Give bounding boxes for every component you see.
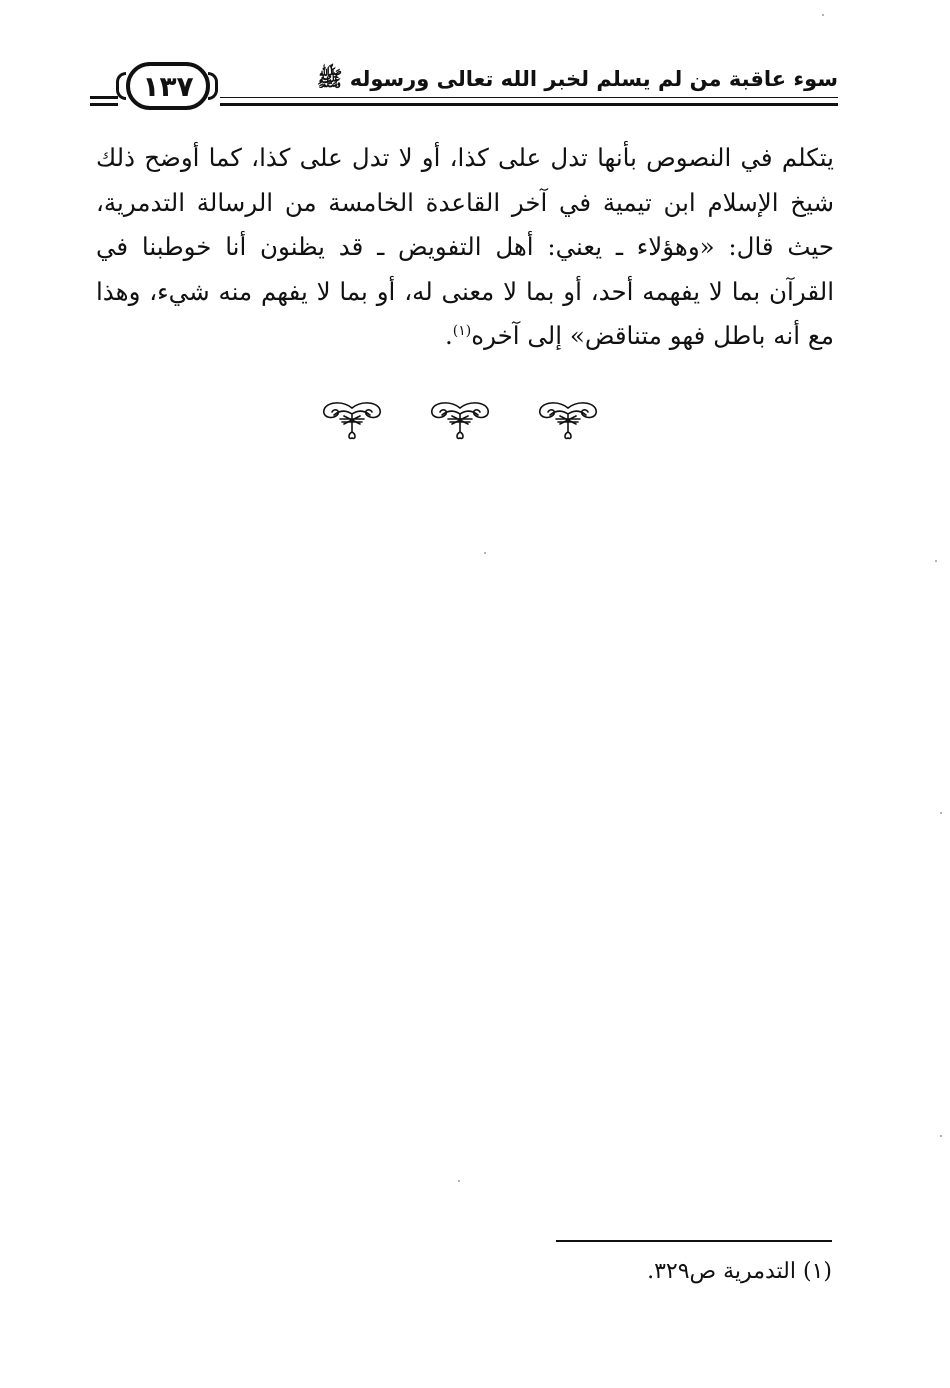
section-ornaments xyxy=(320,396,600,444)
footnote-marker: (١) xyxy=(802,1259,832,1284)
header-rule-left-upper xyxy=(90,96,118,99)
badge-left-cap xyxy=(116,72,126,100)
footnote-separator xyxy=(556,1240,832,1242)
scan-speck xyxy=(935,560,937,562)
fleuron-icon xyxy=(428,398,492,442)
header-rule-left-lower xyxy=(90,103,118,106)
scan-speck xyxy=(822,14,824,16)
body-text xyxy=(96,136,834,359)
scan-speck xyxy=(484,552,486,554)
footnote-text: التدمرية ص٣٢٩. xyxy=(647,1259,796,1284)
running-title: سوء عاقبة من لم يسلم لخبر الله تعالى ورسوله ﷺ xyxy=(317,67,838,91)
page-number-badge xyxy=(126,62,210,110)
body-paragraph xyxy=(96,136,834,359)
badge-right-cap xyxy=(208,72,218,100)
scan-speck xyxy=(940,812,942,814)
paragraph-text: يتكلم في النصوص بأنها تدل على كذا، أو لا تدل على كذا، كما أوضح ذلك شيخ الإسلام ابن تيمية في آخر القاعدة الخامسة من الرسالة التدمرية، حيث قال: «وهؤلاء ـ يعني: أهل التفويض ـ قد يظنون أنا خوطبنا في القرآن بما لا يفهمه أحد، أو بما لا معنى له، أو بما لا يفهم منه شيء، وهذا مع أنه باطل فهو متناقض» إلى آخره xyxy=(96,143,834,350)
header-rule-thin xyxy=(220,97,838,98)
running-header xyxy=(88,62,838,116)
page-number: ١٣٧ xyxy=(142,69,194,103)
fleuron-icon xyxy=(320,398,384,442)
footnote xyxy=(432,1255,832,1289)
paragraph-end: . xyxy=(444,321,453,350)
scan-speck xyxy=(458,1180,460,1182)
footnote-reference: (١) xyxy=(452,322,472,339)
scan-speck xyxy=(940,1135,942,1137)
header-rule-thick xyxy=(220,103,838,106)
fleuron-icon xyxy=(536,398,600,442)
